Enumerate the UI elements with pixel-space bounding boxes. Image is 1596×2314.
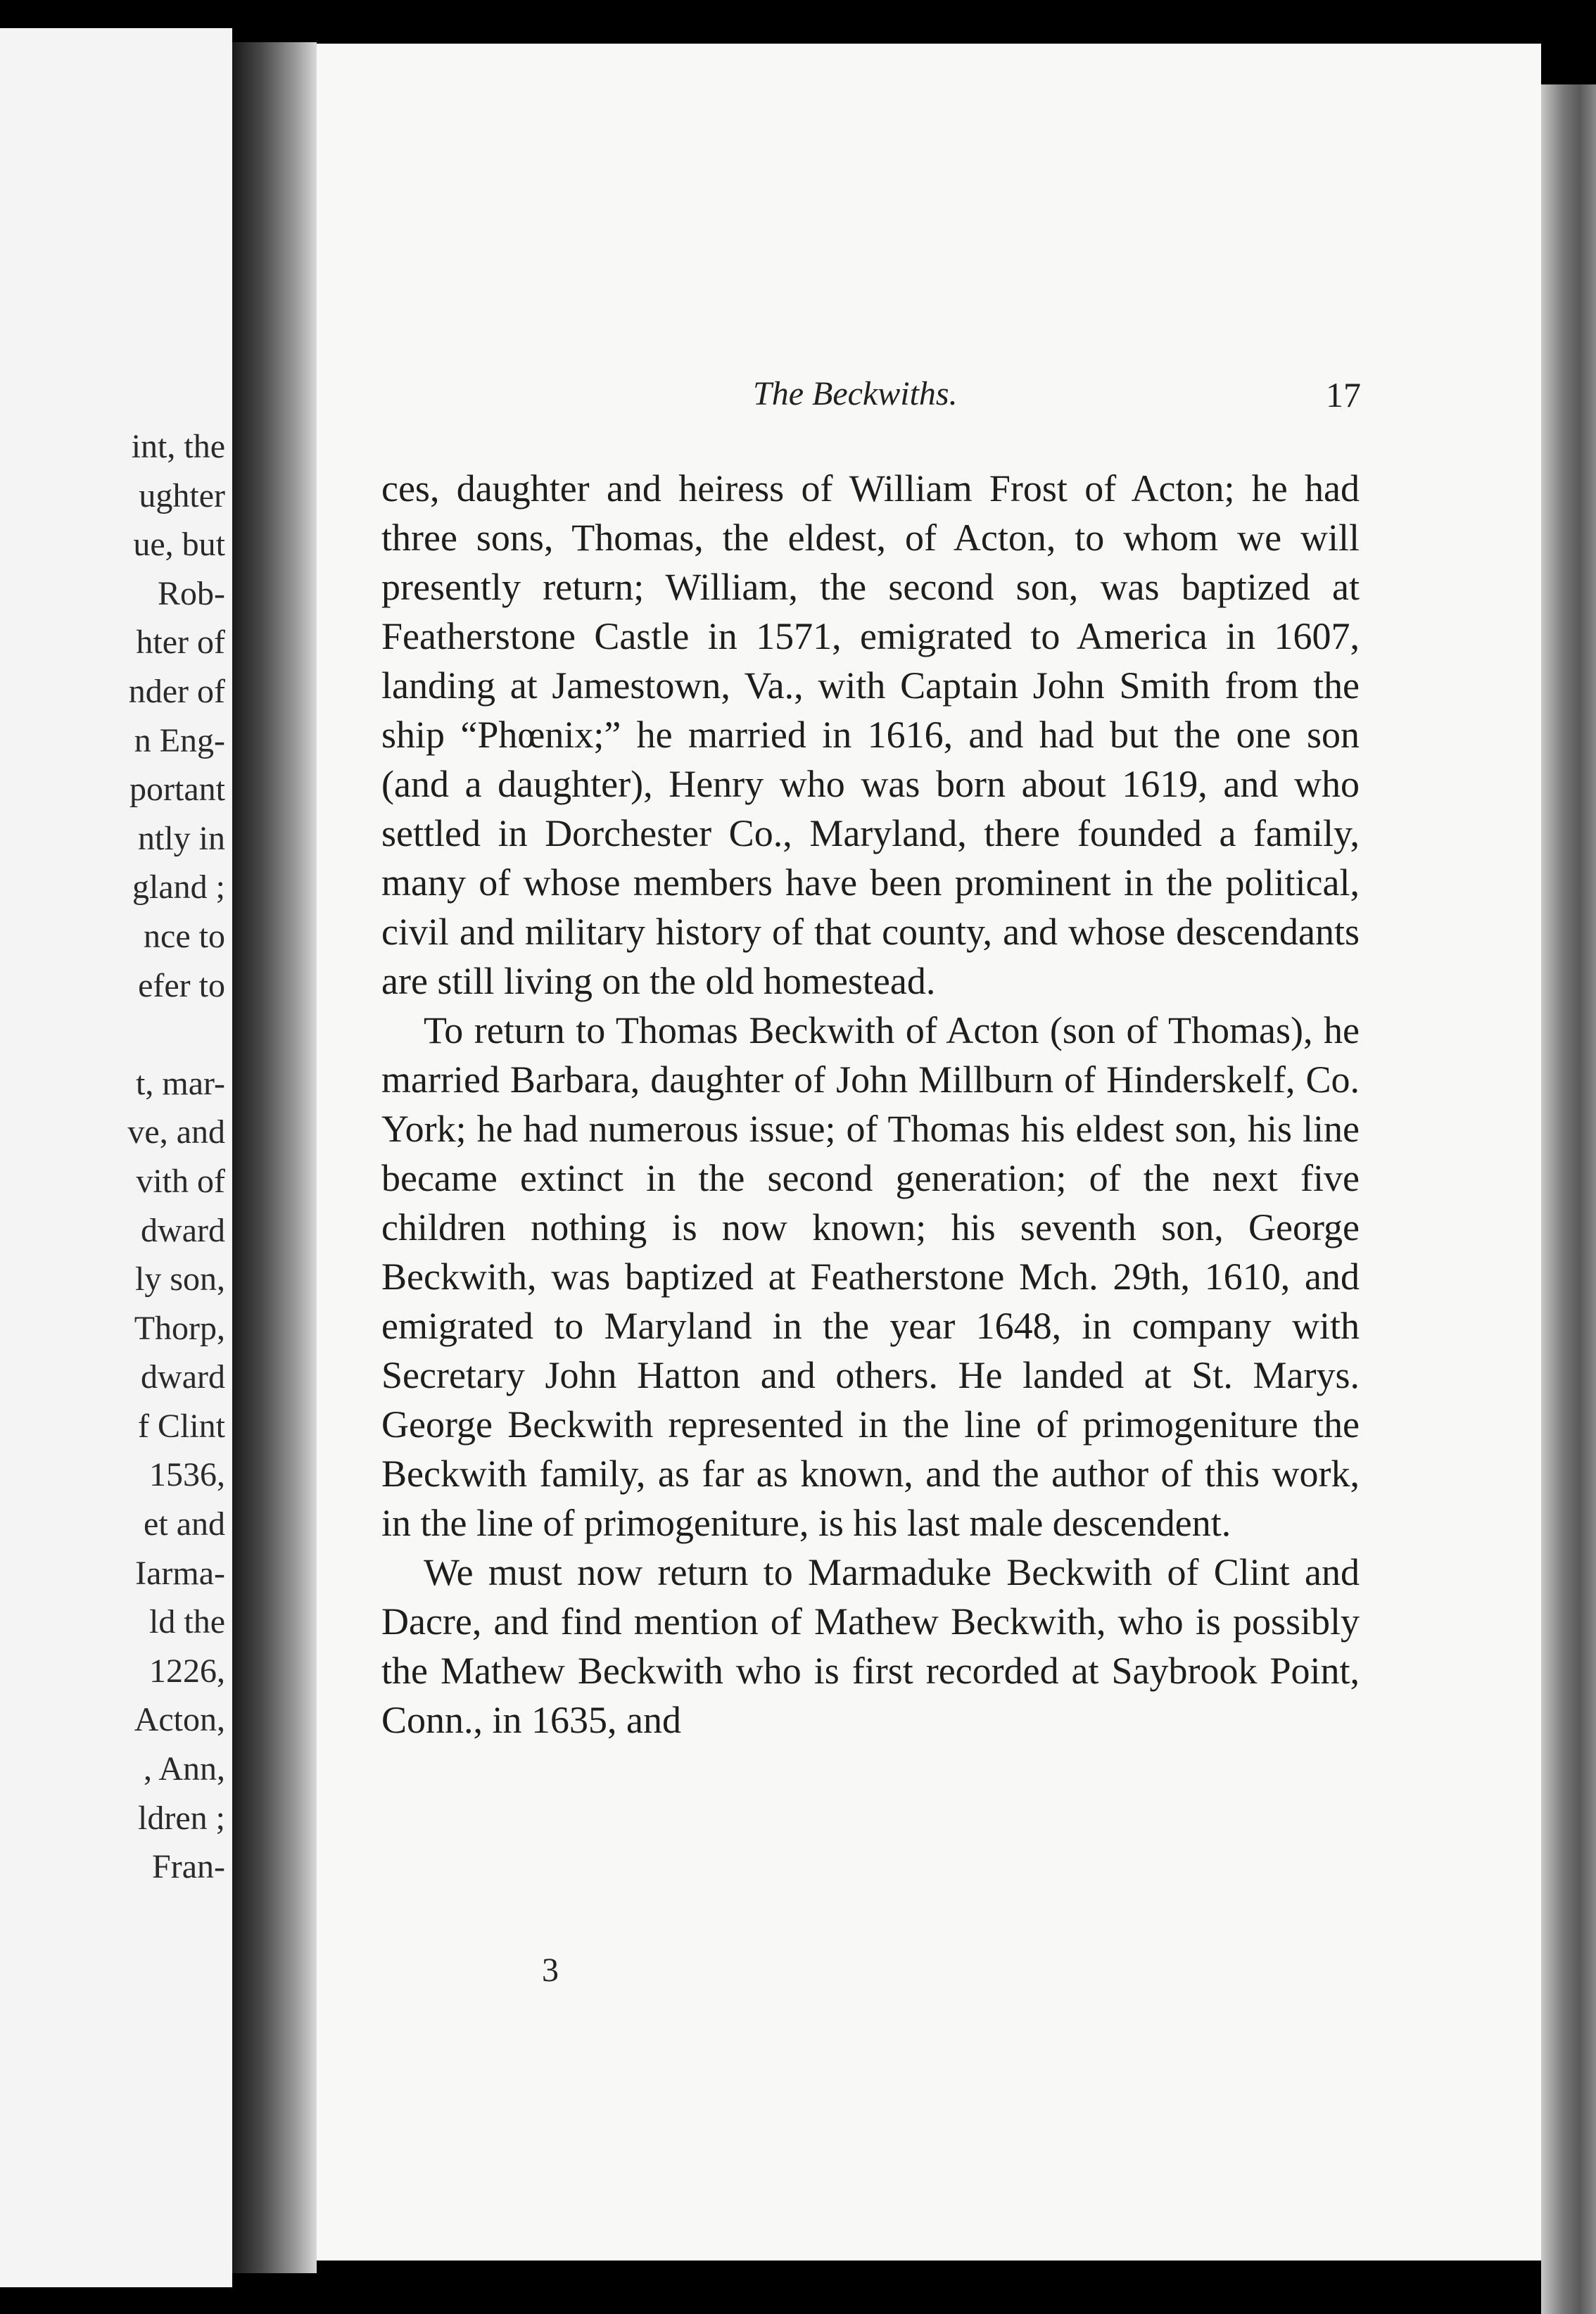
previous-page-line: efer to: [138, 966, 225, 1004]
previous-page-line: ld the: [149, 1603, 225, 1641]
previous-page-line: Rob-: [158, 574, 225, 612]
previous-page-text: [0, 422, 225, 1892]
previous-page-line: f Clint: [137, 1407, 225, 1445]
running-title: The Beckwiths.: [753, 375, 958, 412]
previous-page-line: vith of: [136, 1162, 225, 1200]
previous-page-line: n Eng-: [134, 721, 225, 759]
previous-page-line: Acton,: [134, 1701, 225, 1739]
previous-page-line: ldren ;: [138, 1799, 225, 1837]
previous-page-fragment: [0, 28, 232, 2287]
paragraph-2: To return to Thomas Beckwith of Acton (son of Thomas), he married Barbara, daughter of John Millburn of Hinderskelf, Co. York; he had numerous issue; of Thomas his eldest son, his line became extinct in the second generation; of the next five children nothing is now known; his seventh son, George Beckwith, was baptized at Featherstone Mch. 29th, 1610, and emigrated to Maryland in the year 1648, in company with Secretary John Hatton and others. He landed at St. Marys. George Beckwith represented in the line of primogeniture the Beckwith family, as far as known, and the author of this work, in the line of primogeniture, is his last male descendent.: [381, 1009, 1360, 1544]
running-head: [317, 374, 1541, 431]
previous-page-line: ntly in: [137, 819, 225, 857]
paragraph-1: ces, daughter and heiress of William Frost of Acton; he had three sons, Thomas, the eldest, of Acton, to whom we will presently return; William, the second son, was baptized at Featherstone Castle in 1571, emigrated to America in 1607, landing at Jamestown, Va., with Captain John Smith from the ship “Phœnix;” he married in 1616, and had but the one son (and a daughter), Henry who was born about 1619, and who settled in Dorchester Co., Maryland, there founded a family, many of whose members have been prominent in the political, civil and military history of that county, and whose descendants are still living on the old homestead.: [381, 467, 1360, 1002]
previous-page-line: dward: [141, 1358, 225, 1396]
previous-page-line: t, mar-: [136, 1064, 225, 1102]
previous-page-line: [0, 1010, 225, 1059]
previous-page-line: 1226,: [149, 1652, 225, 1690]
previous-page-line: Thorp,: [134, 1309, 225, 1347]
previous-page-line: et and: [144, 1505, 225, 1543]
paragraph-3: We must now return to Marmaduke Beckwith of Clint and Dacre, and find mention of Mathew Beckwith, who is possibly the Mathew Beckwith who is first recorded at Saybrook Point, Conn., in 1635, and: [381, 1551, 1360, 1741]
page-edge: [1541, 84, 1596, 2314]
previous-page-line: Fran-: [152, 1848, 225, 1886]
previous-page-line: portant: [129, 771, 225, 809]
previous-page-line: ve, and: [127, 1113, 225, 1151]
previous-page-line: nder of: [128, 672, 225, 710]
previous-page-line: nce to: [144, 917, 225, 955]
gutter-shadow: [232, 42, 317, 2273]
previous-page-line: ughter: [139, 476, 225, 514]
previous-page-line: ly son,: [134, 1260, 225, 1298]
previous-page-line: Iarma-: [135, 1554, 225, 1592]
body-text: [381, 464, 1360, 1745]
book-page: [317, 44, 1541, 2261]
previous-page-line: hter of: [136, 624, 225, 662]
previous-page-line: dward: [141, 1211, 225, 1249]
previous-page-line: 1536,: [149, 1456, 225, 1494]
signature-mark: 3: [542, 1952, 559, 1989]
previous-page-line: ue, but: [133, 526, 225, 564]
page-number: 17: [1326, 375, 1361, 415]
previous-page-line: , Ann,: [143, 1750, 225, 1788]
previous-page-line: gland ;: [132, 868, 225, 906]
previous-page-line: int, the: [131, 428, 225, 465]
